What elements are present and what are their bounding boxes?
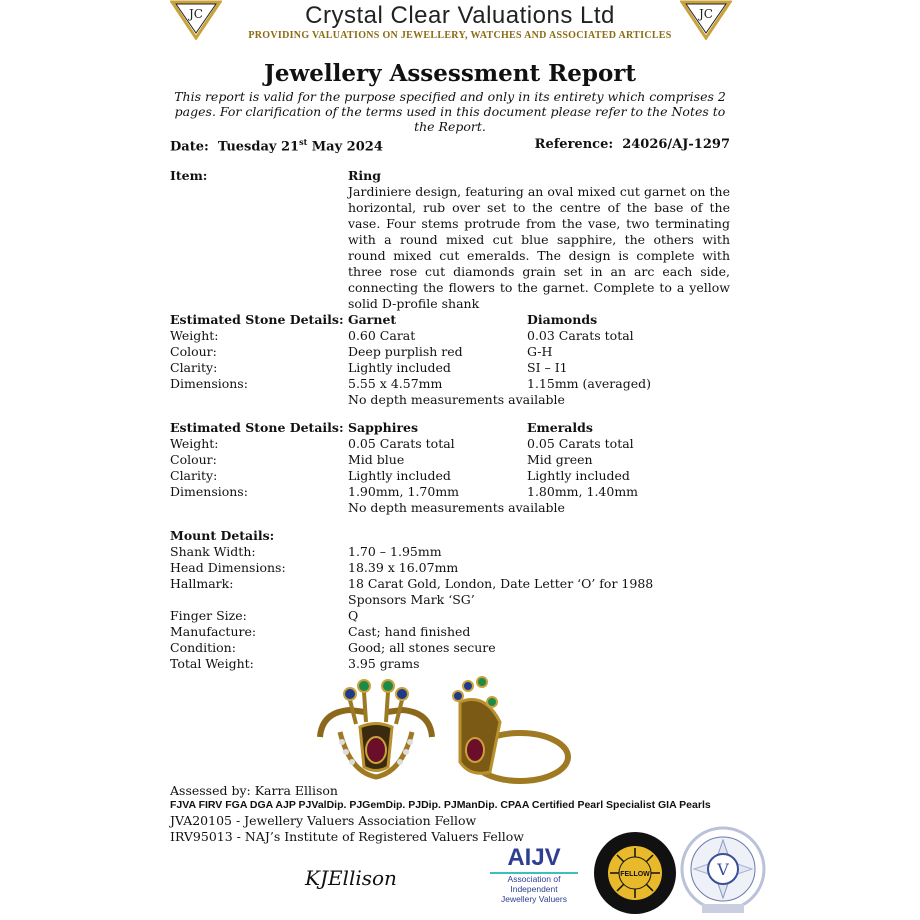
aijv-line-1: Association of [507, 874, 561, 884]
reference-label: Reference: [534, 137, 614, 152]
aijv-line-2: Independent [510, 884, 558, 894]
head-dimensions-label: Head Dimensions: [170, 560, 286, 575]
stones1-dimensions-label: Dimensions: [170, 376, 248, 391]
hallmark-value: 18 Carat Gold, London, Date Letter ‘O’ for 1988 [348, 576, 654, 591]
assessor-signature: KJEllison [305, 866, 397, 890]
emeralds-clarity: Lightly included [527, 468, 630, 483]
date-rest: May 2024 [307, 139, 383, 155]
stones2-heading: Estimated Stone Details: [170, 420, 344, 435]
item-label: Item: [170, 168, 208, 183]
emeralds-weight: 0.05 Carats total [527, 436, 634, 451]
stones2-colour-label: Colour: [170, 452, 217, 467]
aijv-line-3: Jewellery Valuers [501, 894, 567, 904]
stones1-heading: Estimated Stone Details: [170, 312, 344, 327]
aijv-logo-text: AIJV [507, 844, 561, 871]
total-weight-label: Total Weight: [170, 656, 254, 671]
condition-value: Good; all stones secure [348, 640, 496, 655]
ring-photo [310, 672, 575, 792]
condition-label: Condition: [170, 640, 236, 655]
mount-heading: Mount Details: [170, 528, 275, 543]
garnet-dimensions: 5.55 x 4.57mm [348, 376, 443, 391]
logo-monogram: JC [699, 7, 713, 21]
emeralds-colour: Mid green [527, 452, 593, 467]
manufacture-label: Manufacture: [170, 624, 257, 639]
ring-front-view [320, 680, 432, 777]
report-disclaimer: This report is valid for the purpose specified and only in its entirety which comprises 2 pages. For clarification of the terms used in this document please refer to the Notes to the Report. [174, 89, 726, 134]
garnet-clarity: Lightly included [348, 360, 451, 375]
stones2-clarity-label: Clarity: [170, 468, 218, 483]
date-suffix: st [299, 137, 308, 147]
finger-size-label: Finger Size: [170, 608, 247, 623]
stones1-colour-label: Colour: [170, 344, 217, 359]
diamonds-dimensions: 1.15mm (averaged) [527, 376, 652, 391]
report-title: Jewellery Assessment Report [263, 60, 637, 87]
sponsors-mark-value: Sponsors Mark ‘SG’ [348, 592, 475, 607]
ring-side-view [453, 677, 568, 781]
item-description: Jardiniere design, featuring an oval mixed cut garnet on the horizontal, rub over set to the centre of the base of the vase. Four stems protrude from the vase, two terminating with a round mixed cut blue sapphire, the others with round mixed cut emeralds. The design is complete with three rose cut diamonds grain set in an arc each side, connecting the flowers to the garnet. Complete to a yellow solid D-profile shank [348, 184, 730, 311]
report-date [170, 137, 383, 154]
hallmark-label: Hallmark: [170, 576, 234, 591]
finger-size-value: Q [348, 608, 359, 623]
naj-fellow-seal [592, 830, 678, 916]
shank-width-label: Shank Width: [170, 544, 256, 559]
shank-width-value: 1.70 – 1.95mm [348, 544, 442, 559]
company-tagline: PROVIDING VALUATIONS ON JEWELLERY, WATCHES AND ASSOCIATED ARTICLES [248, 30, 672, 41]
emeralds-title: Emeralds [527, 420, 593, 435]
diamonds-colour: G-H [527, 344, 553, 359]
date-day: Tuesday 21 [217, 139, 300, 155]
garnet-title: Garnet [348, 312, 397, 327]
garnet-colour: Deep purplish red [348, 344, 463, 359]
report-reference [535, 137, 730, 152]
total-weight-value: 3.95 grams [348, 656, 420, 671]
ijv-seal-letter: V [717, 860, 729, 879]
sapphires-title: Sapphires [348, 420, 419, 435]
logo-monogram: JC [189, 7, 203, 21]
stones1-depth-note: No depth measurements available [348, 392, 565, 407]
sapphires-dimensions: 1.90mm, 1.70mm [348, 484, 460, 499]
garnet-weight: 0.60 Carat [348, 328, 416, 343]
reference-value: 24026/AJ-1297 [622, 137, 730, 152]
diamonds-weight: 0.03 Carats total [527, 328, 634, 343]
stones1-clarity-label: Clarity: [170, 360, 218, 375]
stones2-depth-note: No depth measurements available [348, 500, 565, 515]
naj-seal-text: FELLOW [620, 871, 650, 878]
assessor-qualifications: FJVA FIRV FGA DGA AJP PJValDip. PJGemDip. PJDip. PJManDip. CPAA Certified Pearl Specialist GIA Pearls [170, 799, 711, 811]
aijv-full-name [486, 874, 582, 904]
item-name: Ring [348, 168, 381, 183]
sapphires-clarity: Lightly included [348, 468, 451, 483]
date-label: Date: [170, 139, 209, 155]
stones1-weight-label: Weight: [170, 328, 219, 343]
assessor-jva: JVA20105 - Jewellery Valuers Association Fellow [170, 813, 477, 828]
stones2-weight-label: Weight: [170, 436, 219, 451]
diamonds-clarity: SI – I1 [527, 360, 568, 375]
manufacture-value: Cast; hand finished [348, 624, 471, 639]
sapphires-colour: Mid blue [348, 452, 405, 467]
sapphires-weight: 0.05 Carats total [348, 436, 455, 451]
stones2-dimensions-label: Dimensions: [170, 484, 248, 499]
assessor-irv: IRV95013 - NAJ’s Institute of Registered Valuers Fellow [170, 829, 524, 844]
emeralds-dimensions: 1.80mm, 1.40mm [527, 484, 639, 499]
diamonds-title: Diamonds [527, 312, 598, 327]
aijv-badge [486, 842, 582, 914]
company-name: Crystal Clear Valuations Ltd [305, 2, 615, 29]
head-dimensions-value: 18.39 x 16.07mm [348, 560, 459, 575]
assessed-by: Assessed by: Karra Ellison [170, 783, 338, 798]
ijv-fellow-seal [680, 826, 766, 916]
